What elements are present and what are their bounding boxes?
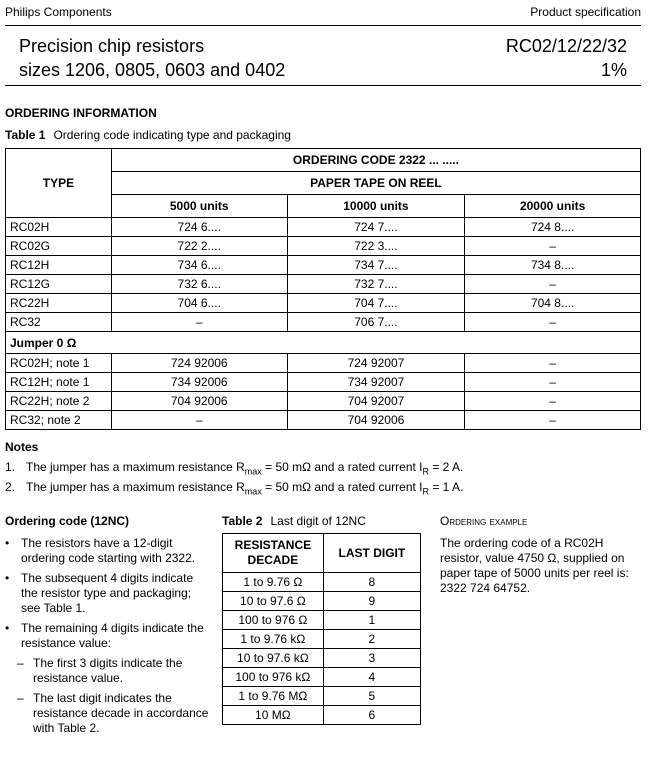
- code-cell: 732 6....: [111, 275, 287, 294]
- table-row: [6, 313, 641, 332]
- subscript: max: [244, 466, 262, 477]
- note-number: 1.: [5, 460, 16, 474]
- list-item-text: The resistors have a 12-digit ordering code starting with 2322.: [21, 536, 196, 565]
- code-cell: –: [465, 411, 641, 430]
- table-row: [223, 611, 421, 630]
- note-text-part: The jumper has a maximum resistance R: [26, 460, 245, 474]
- table2-caption-text: Last digit of 12NC: [270, 514, 366, 528]
- type-cell: RC12H: [6, 256, 112, 275]
- ordering-code-list: [5, 536, 210, 741]
- table-row: [223, 668, 421, 687]
- digit-cell: 4: [323, 668, 420, 687]
- code-cell: 734 8....: [465, 256, 641, 275]
- code-cell: –: [465, 354, 641, 373]
- table-row: [6, 373, 641, 392]
- list-item-text: The first 3 digits indicate the resistance value.: [33, 656, 183, 685]
- digit-cell: 1: [323, 611, 420, 630]
- code-cell: 704 7....: [287, 294, 465, 313]
- code-cell: –: [465, 392, 641, 411]
- table-row: [6, 237, 641, 256]
- table-row: [223, 592, 421, 611]
- page-subtitle: sizes 1206, 0805, 0603 and 0402: [19, 60, 286, 80]
- type-cell: RC32: [6, 313, 112, 332]
- code-cell: 704 6....: [111, 294, 287, 313]
- document-type: Product specification: [530, 5, 641, 19]
- table1-label: Table 1: [5, 128, 46, 142]
- note-text: [26, 460, 463, 476]
- bullet-icon: •: [5, 621, 10, 635]
- code-cell: 724 92006: [111, 354, 287, 373]
- note-1: [5, 460, 464, 477]
- digit-cell: 9: [323, 592, 420, 611]
- table1-caption-text: Ordering code indicating type and packaging: [53, 128, 291, 142]
- code-cell: –: [111, 313, 287, 332]
- header-rule-bottom: [5, 85, 641, 86]
- table-row: [6, 392, 641, 411]
- bullet-icon: •: [5, 536, 10, 550]
- decade-cell: 1 to 9.76 MΩ: [223, 687, 324, 706]
- table-row: [6, 275, 641, 294]
- code-cell: 724 92007: [287, 354, 465, 373]
- digit-cell: 6: [323, 706, 420, 725]
- code-cell: –: [465, 313, 641, 332]
- jumper-subheading: Jumper 0 Ω: [6, 332, 641, 354]
- code-cell: 704 92006: [287, 411, 465, 430]
- code-cell: 734 92006: [111, 373, 287, 392]
- code-cell: 734 7....: [287, 256, 465, 275]
- type-cell: RC12H; note 1: [6, 373, 112, 392]
- table-row: [223, 706, 421, 725]
- note-text: [26, 480, 463, 496]
- table2-label: Table 2: [222, 514, 263, 528]
- table-row: [6, 294, 641, 313]
- ordering-info-heading: ORDERING INFORMATION: [5, 106, 157, 120]
- notes-heading: Notes: [5, 440, 39, 454]
- digit-cell: 8: [323, 573, 420, 592]
- table-row: [6, 218, 641, 237]
- decade-cell: 100 to 976 kΩ: [223, 668, 324, 687]
- note-text-part: = 50 mΩ and a rated current I: [261, 480, 423, 494]
- type-cell: RC02H: [6, 218, 112, 237]
- page-title: Precision chip resistors: [19, 36, 205, 56]
- code-cell: 724 8....: [465, 218, 641, 237]
- table1-caption: [5, 128, 291, 142]
- list-item: [5, 656, 210, 686]
- col-5000-units: 5000 units: [111, 195, 287, 218]
- decade-cell: 1 to 9.76 Ω: [223, 573, 324, 592]
- digit-cell: 3: [323, 649, 420, 668]
- note-text-part: = 50 mΩ and a rated current I: [261, 460, 423, 474]
- subscript: R: [422, 486, 429, 497]
- col-type-header: TYPE: [6, 149, 112, 218]
- code-cell: –: [465, 275, 641, 294]
- decade-cell: 10 MΩ: [223, 706, 324, 725]
- header-rule-top: [5, 25, 641, 26]
- table-row: [223, 649, 421, 668]
- code-cell: 734 6....: [111, 256, 287, 275]
- table-row: [223, 573, 421, 592]
- company-name: Philips Components: [5, 5, 112, 19]
- list-item: [5, 621, 210, 651]
- code-cell: –: [465, 237, 641, 256]
- type-cell: RC32; note 2: [6, 411, 112, 430]
- code-cell: 704 92007: [287, 392, 465, 411]
- ordering-example-heading: Ordering example: [440, 514, 528, 528]
- table2-caption: [222, 514, 366, 528]
- list-item: [5, 691, 210, 736]
- subscript: max: [244, 486, 262, 497]
- note-2: [5, 480, 464, 497]
- table-row: [223, 687, 421, 706]
- code-cell: 704 92006: [111, 392, 287, 411]
- code-cell: –: [465, 373, 641, 392]
- code-cell: 734 92007: [287, 373, 465, 392]
- list-item-text: The remaining 4 digits indicate the resistance value:: [21, 621, 204, 650]
- decade-cell: 10 to 97.6 kΩ: [223, 649, 324, 668]
- type-cell: RC22H: [6, 294, 112, 313]
- digit-cell: 5: [323, 687, 420, 706]
- ordering-code-table: [5, 148, 641, 430]
- type-cell: RC02G: [6, 237, 112, 256]
- code-cell: 722 2....: [111, 237, 287, 256]
- ordering-example-text: The ordering code of a RC02H resistor, value 4750 Ω, supplied on paper tape of 5000 units per reel is: 2322 724 64752.: [440, 536, 629, 595]
- list-item: [5, 536, 210, 566]
- dash-icon: –: [17, 656, 24, 670]
- bullet-icon: •: [5, 571, 10, 585]
- table-row: [6, 411, 641, 430]
- list-item-text: The subsequent 4 digits indicate the resistor type and packaging; see Table 1.: [21, 571, 194, 615]
- tolerance: 1%: [600, 60, 627, 80]
- note-text-part: The jumper has a maximum resistance R: [26, 480, 245, 494]
- list-item-text: The last digit indicates the resistance decade in accordance with Table 2.: [33, 691, 209, 735]
- col-ordering-code-header: ORDERING CODE 2322 ... .....: [111, 149, 640, 172]
- col-packaging-header: PAPER TAPE ON REEL: [111, 172, 640, 195]
- code-cell: 722 3....: [287, 237, 465, 256]
- type-cell: RC22H; note 2: [6, 392, 112, 411]
- decade-cell: 10 to 97.6 Ω: [223, 592, 324, 611]
- col-20000-units: 20000 units: [465, 195, 641, 218]
- table-row: [6, 354, 641, 373]
- digit-cell: 2: [323, 630, 420, 649]
- last-digit-table: [222, 533, 421, 725]
- type-cell: RC12G: [6, 275, 112, 294]
- ordering-code-heading: Ordering code (12NC): [5, 514, 130, 528]
- part-numbers: RC02/12/22/32: [505, 36, 627, 56]
- code-cell: 732 7....: [287, 275, 465, 294]
- col-resistance-decade: RESISTANCE DECADE: [223, 534, 324, 573]
- code-cell: 706 7....: [287, 313, 465, 332]
- code-cell: 704 8....: [465, 294, 641, 313]
- code-cell: 724 7....: [287, 218, 465, 237]
- col-last-digit: LAST DIGIT: [323, 534, 420, 573]
- note-text-part: = 2 A.: [429, 460, 464, 474]
- list-item: [5, 571, 210, 616]
- decade-cell: 100 to 976 Ω: [223, 611, 324, 630]
- subscript: R: [422, 466, 429, 477]
- decade-cell: 1 to 9.76 kΩ: [223, 630, 324, 649]
- code-cell: –: [111, 411, 287, 430]
- note-text-part: = 1 A.: [429, 480, 464, 494]
- dash-icon: –: [17, 691, 24, 705]
- table-row: [6, 256, 641, 275]
- jumper-subheading-row: [6, 332, 641, 354]
- col-10000-units: 10000 units: [287, 195, 465, 218]
- code-cell: 724 6....: [111, 218, 287, 237]
- note-number: 2.: [5, 480, 16, 494]
- table-row: [223, 630, 421, 649]
- type-cell: RC02H; note 1: [6, 354, 112, 373]
